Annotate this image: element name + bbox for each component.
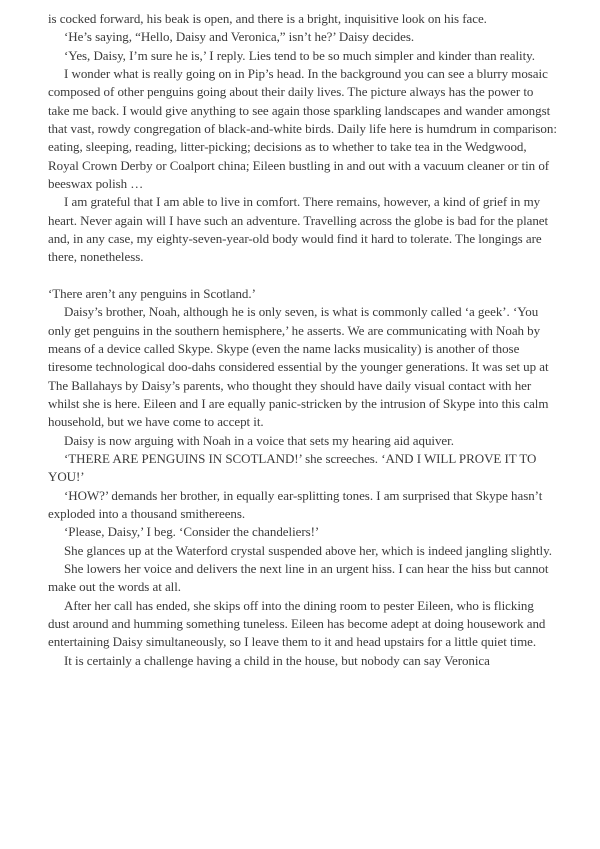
- paragraph: Daisy is now arguing with Noah in a voice that sets my hearing aid aquiver.: [64, 432, 454, 448]
- paragraph: She glances up at the Waterford crystal suspended above her, which is indeed jangling slightly.: [64, 542, 552, 558]
- book-page: [48, 10, 558, 670]
- paragraph: ‘HOW?’ demands her brother, in equally ear-splitting tones. I am surprised that Skype hasn’t exploded into a thousand smithereens.: [48, 487, 543, 521]
- section-break: [48, 267, 558, 285]
- paragraph: I am grateful that I am able to live in comfort. There remains, however, a kind of grief in my heart. Never again will I have such an adventure. Travelling across the globe is bad for the planet and, in any case, my eighty-seven-year-old body would find it hard to tolerate. The longings are there, nonetheless.: [48, 194, 549, 265]
- paragraph: ‘THERE ARE PENGUINS IN SCOTLAND!’ she screeches. ‘AND I WILL PROVE IT TO YOU!’: [48, 450, 537, 485]
- paragraph: is cocked forward, his beak is open, and there is a bright, inquisitive look on his face.: [48, 11, 487, 26]
- paragraph: ‘He’s saying, “Hello, Daisy and Veronica,” isn’t he?’ Daisy decides.: [64, 29, 415, 45]
- paragraph: After her call has ended, she skips off into the dining room to pester Eileen, who is flicking dust around and humming something tuneless. Eileen has become adept at doing housework and entertaining Daisy simultaneously, so I leave them to it and head upstairs for a little quiet time.: [48, 597, 546, 650]
- paragraph: It is certainly a challenge having a child in the house, but nobody can say Veronica: [64, 652, 490, 668]
- paragraph: ‘Please, Daisy,’ I beg. ‘Consider the chandeliers!’: [64, 524, 320, 540]
- paragraph: ‘Yes, Daisy, I’m sure he is,’ I reply. Lies tend to be so much simpler and kinder than reality.: [64, 47, 535, 63]
- paragraph: I wonder what is really going on in Pip’s head. In the background you can see a blurry mosaic composed of other penguins going about their daily lives. The picture always has the power to take me back. I would give anything to see again those sparkling landscapes and wander amongst that vast, rowdy congregation of black-and-white birds. Daily life here is humdrum in comparison: eating, sleeping, reading, litter-picking; decisions as to whether to take tea in the Wedgwood, Royal Crown Derby or Coalport china; Eileen bustling in and out with a vacuum cleaner or tin of beeswax polish …: [48, 66, 557, 192]
- paragraph: She lowers her voice and delivers the next line in an urgent hiss. I can hear the hiss but cannot make out the words at all.: [48, 560, 549, 595]
- paragraph: Daisy’s brother, Noah, although he is only seven, is what is commonly called ‘a geek’. ‘You only get penguins in the southern hemisphere,’ he asserts. We are communicating with Noah by means of a device called Skype. Skype (even the name lacks musicality) is another of those tiresome technological doo-dahs considered essential by the younger generations. It was set up at The Ballahays by Daisy’s parents, who thought they should have daily visual contact with her whilst she is here. Eileen and I are equally panic-stricken by the intrusion of Skype into this calm household, but we have come to accept it.: [48, 304, 549, 430]
- paragraph: ‘There aren’t any penguins in Scotland.’: [48, 285, 256, 301]
